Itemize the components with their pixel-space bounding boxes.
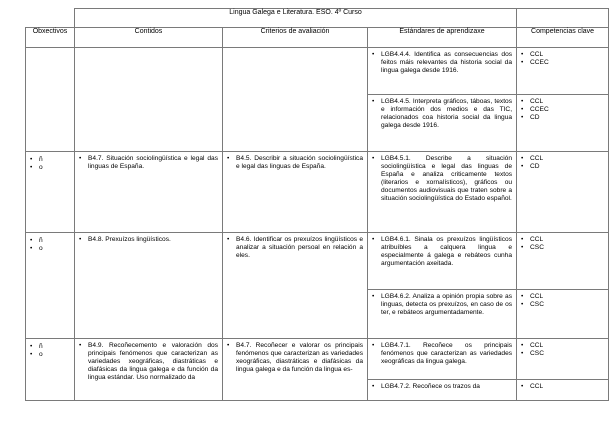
standard-cell <box>368 290 517 339</box>
criterion-cell <box>223 339 368 401</box>
content-cell <box>75 233 223 339</box>
competence-item: • CCL <box>521 293 604 301</box>
competences-cell <box>517 48 609 95</box>
table-title: Lingua Galega e Literatura. ESO. 4º Curso <box>75 9 517 28</box>
competence-item: • CCEC <box>521 106 604 114</box>
criterion-text: • B4.5. Describir a situación sociolingüística e legal das linguas de España. <box>227 155 363 171</box>
table-row <box>26 48 609 95</box>
competence-item: • CCL <box>521 155 604 163</box>
content-text: • B4.9. Recoñecemento e valoración dos principais fenómenos que caracterizan as variedades xeográficas, diastráticas e diafásicas da lingua galega e da función da lingua estándar. Uso normalizado da <box>79 342 218 382</box>
competence-item: • CD <box>521 163 604 171</box>
objectives-cell <box>26 339 75 401</box>
competences-cell <box>517 152 609 233</box>
objectives-cell <box>26 152 75 233</box>
standard-cell <box>368 152 517 233</box>
competences-cell <box>517 339 609 380</box>
criterion-cell <box>223 152 368 233</box>
standard-text: • LGB4.5.1. Describe a situación sociolingüística e legal das linguas de España e analiza criticamente textos (literarios e xornalísticos), gráficos ou documentos audiovisuais que traten sobre a situación sociolingüística do Estado español. <box>372 155 512 203</box>
objective-item: • o <box>30 164 71 172</box>
table-row <box>26 233 609 290</box>
header-standards: Estándares de aprendizaxe <box>368 28 517 48</box>
competence-item: • CCL <box>521 51 604 59</box>
content-cell <box>75 339 223 401</box>
table-row <box>26 339 609 380</box>
competence-item: • CSC <box>521 350 604 358</box>
table-title-blank <box>517 9 609 28</box>
standard-cell <box>368 48 517 95</box>
standard-cell <box>368 95 517 152</box>
standard-text: • LGB4.6.2. Analiza a opinión propia sobre as linguas, detecta os prexuízos, en caso de os ter, e rebáteos argumentadamente. <box>372 293 512 317</box>
competence-item: • CCEC <box>521 59 604 67</box>
standard-cell <box>368 339 517 380</box>
competences-cell <box>517 95 609 152</box>
content-cell <box>75 152 223 233</box>
standard-text: • LGB4.7.2. Recoñece os trazos da <box>372 383 512 391</box>
criterion-text: • B4.6. Identificar os prexuízos lingüísticos e analizar a situación persoal en relación a eles. <box>227 236 363 260</box>
curriculum-table <box>25 8 609 401</box>
objective-item: • o <box>30 351 71 359</box>
standard-text: • LGB4.4.4. Identifica as consecuencias dos feitos máis relevantes da historia social da lingua galega desde 1916. <box>372 51 512 75</box>
competence-item: • CSC <box>521 244 604 252</box>
header-objectives: Obxectivos <box>26 28 75 48</box>
standard-cell <box>368 233 517 290</box>
content-cell <box>75 48 223 152</box>
standard-text: • LGB4.6.1. Sinala os prexuízos lingüísticos atribuíbles a calquera lingua e especialmente á galega e rebáteos cunha argumentación axeitada. <box>372 236 512 268</box>
competence-item: • CCL <box>521 98 604 106</box>
criterion-text: • B4.7. Recoñecer e valorar os principais fenómenos que caracterizan as variedades xeográficas, diastráticas e diafásicas da lingua galega e da función da lingua es- <box>227 342 363 374</box>
objectives-cell <box>26 233 75 339</box>
criterion-cell <box>223 48 368 152</box>
standard-cell <box>368 380 517 401</box>
competence-item: • CCL <box>521 236 604 244</box>
competence-item: • CSC <box>521 301 604 309</box>
competences-cell <box>517 380 609 401</box>
objectives-cell <box>26 48 75 152</box>
content-text: • B4.8. Prexuízos lingüísticos. <box>79 236 218 244</box>
competences-cell <box>517 233 609 290</box>
objective-item: • o <box>30 245 71 253</box>
table-corner-blank <box>26 9 75 28</box>
competence-item: • CCL <box>521 383 604 391</box>
competences-cell <box>517 290 609 339</box>
competence-item: • CCL <box>521 342 604 350</box>
standard-text: • LGB4.4.5. Interpreta gráficos, táboas, textos e información dos medios e das TIC, relacionados coa historia social da lingua galega desde 1916. <box>372 98 512 130</box>
table-row <box>26 152 609 233</box>
content-text: • B4.7. Situación sociolingüística e legal das linguas de España. <box>79 155 218 171</box>
header-competences: Competencias clave <box>517 28 609 48</box>
header-criteria: Criterios de avaliación <box>223 28 368 48</box>
competence-item: • CD <box>521 114 604 122</box>
criterion-cell <box>223 233 368 339</box>
objective-item: • ñ <box>30 237 71 245</box>
header-contents: Contidos <box>75 28 223 48</box>
objective-item: • ñ <box>30 343 71 351</box>
objective-item: • ñ <box>30 156 71 164</box>
standard-text: • LGB4.7.1. Recoñece os principais fenómenos que caracterizan as variedades xeográficas da lingua galega. <box>372 342 512 366</box>
